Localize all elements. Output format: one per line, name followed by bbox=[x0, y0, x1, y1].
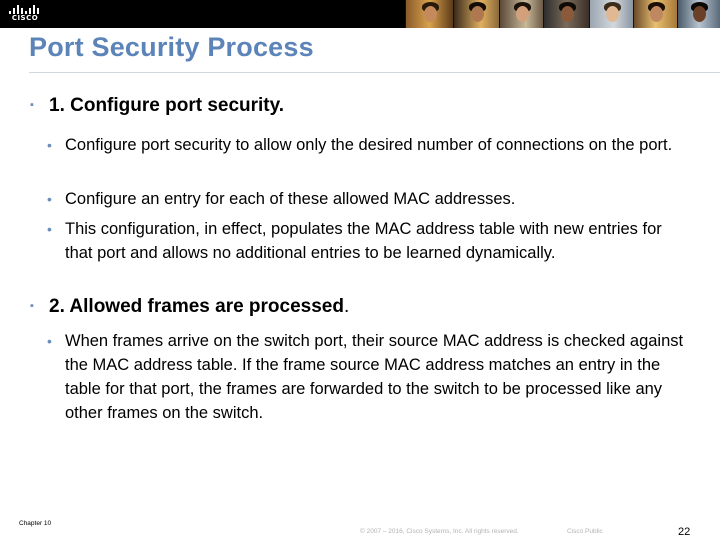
footer-chapter: Chapter 10 bbox=[19, 520, 52, 527]
bullet-item bbox=[47, 329, 687, 425]
bullet-text: Configure an entry for each of these allowed MAC addresses. bbox=[65, 190, 516, 208]
bullet-item bbox=[47, 187, 687, 211]
title-divider bbox=[29, 72, 720, 73]
person-photo-icon bbox=[677, 0, 720, 28]
round-bullet-icon: • bbox=[47, 137, 52, 153]
person-photo-icon bbox=[589, 0, 633, 28]
top-banner bbox=[0, 0, 720, 28]
page-number: 22 bbox=[678, 526, 691, 538]
round-bullet-icon: • bbox=[47, 333, 52, 349]
square-bullet-icon: ▪ bbox=[30, 99, 34, 111]
section-heading-text: 1. Configure port security. bbox=[49, 95, 285, 116]
cisco-logo-text: CISCO bbox=[11, 14, 39, 22]
person-photo-icon bbox=[405, 0, 453, 28]
person-photo-icon bbox=[453, 0, 499, 28]
section-heading-1 bbox=[30, 95, 284, 117]
round-bullet-icon: • bbox=[47, 191, 52, 207]
section-heading-text: 2. Allowed frames are processed bbox=[49, 296, 344, 317]
footer-copyright: © 2007 – 2016, Cisco Systems, Inc. All rights reserved. bbox=[360, 528, 519, 535]
bullet-item bbox=[47, 133, 687, 157]
round-bullet-icon: • bbox=[47, 221, 52, 237]
page-title: Port Security Process bbox=[29, 32, 314, 62]
footer-classification: Cisco Public bbox=[567, 528, 603, 535]
square-bullet-icon: ▪ bbox=[30, 300, 34, 312]
bullet-item bbox=[47, 217, 687, 265]
photo-strip bbox=[405, 0, 720, 28]
section-heading-suffix: . bbox=[343, 296, 350, 317]
bullet-text: When frames arrive on the switch port, their source MAC address is checked against the MAC address table. If the frame source MAC address matches an entry in the table for that port, the frames are forwarded to the switch to be processed like any other frames on the switch. bbox=[65, 332, 684, 422]
cisco-logo bbox=[8, 3, 42, 25]
bullet-text: Configure port security to allow only the desired number of connections on the port. bbox=[65, 136, 673, 154]
person-photo-icon bbox=[543, 0, 589, 28]
bullet-text: This configuration, in effect, populates the MAC address table with new entries for that port and allows no additional entries to be learned dynamically. bbox=[65, 220, 662, 262]
person-photo-icon bbox=[633, 0, 677, 28]
section-heading-2 bbox=[30, 296, 349, 318]
person-photo-icon bbox=[499, 0, 543, 28]
cisco-bars-icon bbox=[9, 5, 41, 14]
